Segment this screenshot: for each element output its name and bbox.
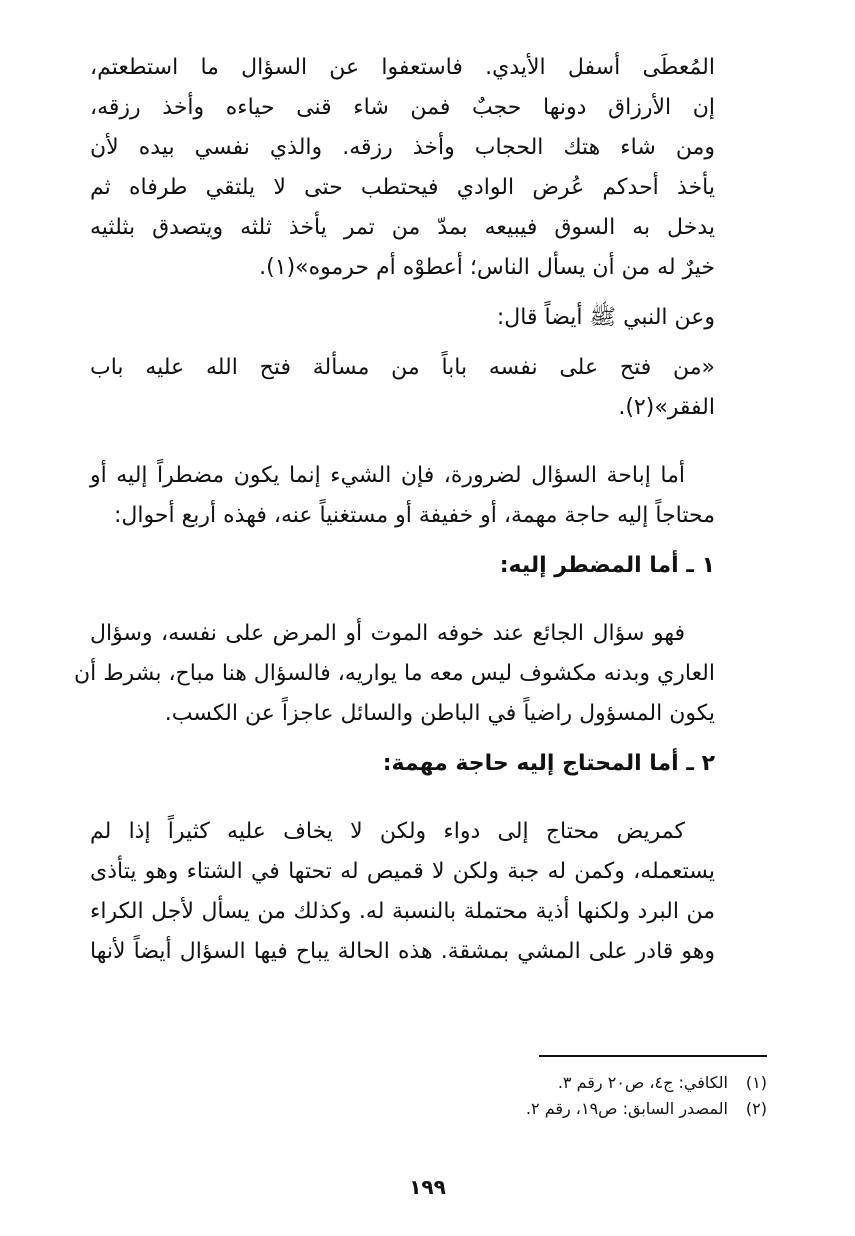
text-line: خيرٌ له من أن يسأل الناس؛ أعطوْه أم حرموه»(١). [259, 255, 715, 280]
text-line: وهو قادر على المشي بمشقة. هذه الحالة يباح فيها السؤال أيضاً لأنها [90, 939, 715, 964]
footnote [367, 1096, 767, 1122]
paragraph-permission [90, 456, 715, 536]
text-line: العاري وبدنه مكشوف ليس معه ما يواريه، فالسؤال هنا مباح، بشرط أن [73, 661, 715, 686]
text-line: كمريض محتاج إلى دواء ولكن لا يخاف عليه كثيراً إذا لم [90, 819, 685, 844]
footnotes [367, 1070, 767, 1122]
text-line: يكون المسؤول راضياً في الباطن والسائل عاجزاً عن الكسب. [164, 701, 715, 726]
section-heading-2: ٢ ـ أما المحتاج إليه حاجة مهمة: [382, 751, 715, 776]
text-line: إن الأرزاق دونها حجبٌ فمن شاء قنى حياءه وأخذ رزقه، [90, 95, 715, 120]
footnote-text: الكافي: ج٤، ص٢٠ رقم ٣. [557, 1073, 728, 1092]
text-line: يدخل به السوق فيبيعه بمدّ من تمر يأخذ ثلثه ويتصدق بثلثيه [90, 215, 715, 240]
footnote-text: المصدر السابق: ص١٩، رقم ٢. [525, 1099, 728, 1118]
text-line: محتاجاً إليه حاجة مهمة، أو خفيفة أو مستغنياً عنه، فهذه أربع أحوال: [114, 503, 715, 528]
page-number: ١٩٩ [409, 1175, 446, 1199]
main-text [73, 48, 715, 972]
footnote-number: (١) [745, 1073, 767, 1092]
text-line: ومن شاء هتك الحجاب وأخذ رزقه. والذي نفسي بيده لأن [90, 135, 715, 160]
text-line: «من فتح على نفسه باباً من مسألة فتح الله عليه باب [90, 355, 715, 380]
text-line: الفقر»(٢). [618, 395, 715, 420]
footnote-divider [539, 1055, 767, 1057]
paragraph-compelled [73, 614, 715, 734]
text-line: يستعمله، وكمن له جبة ولكن لا قميص له تحتها في الشتاء وهو يتأذى [90, 859, 715, 884]
section-heading-1: ١ ـ أما المضطر إليه: [499, 553, 715, 578]
text-line: يأخذ أحدكم عُرض الوادي فيحتطب حتى لا يلتقي طرفاه ثم [90, 175, 715, 200]
paragraph-hadith-continuation [90, 48, 715, 288]
footnote [367, 1070, 767, 1096]
text-line: من البرد ولكنها أذية محتملة بالنسبة له. وكذلك من يسأل لأجل الكراء [90, 899, 715, 924]
intro-line: وعن النبي ﷺ أيضاً قال: [496, 305, 715, 330]
paragraph-needy [90, 812, 715, 972]
footnote-number: (٢) [745, 1099, 767, 1118]
text-line: أما إباحة السؤال لضرورة، فإن الشيء إنما يكون مضطراً إليه أو [90, 463, 685, 488]
text-line: فهو سؤال الجائع عند خوفه الموت أو المرض على نفسه، وسؤال [90, 621, 685, 646]
text-line: المُعطَى أسفل الأيدي. فاستعفوا عن السؤال ما استطعتم، [90, 55, 715, 80]
quote [90, 348, 715, 428]
